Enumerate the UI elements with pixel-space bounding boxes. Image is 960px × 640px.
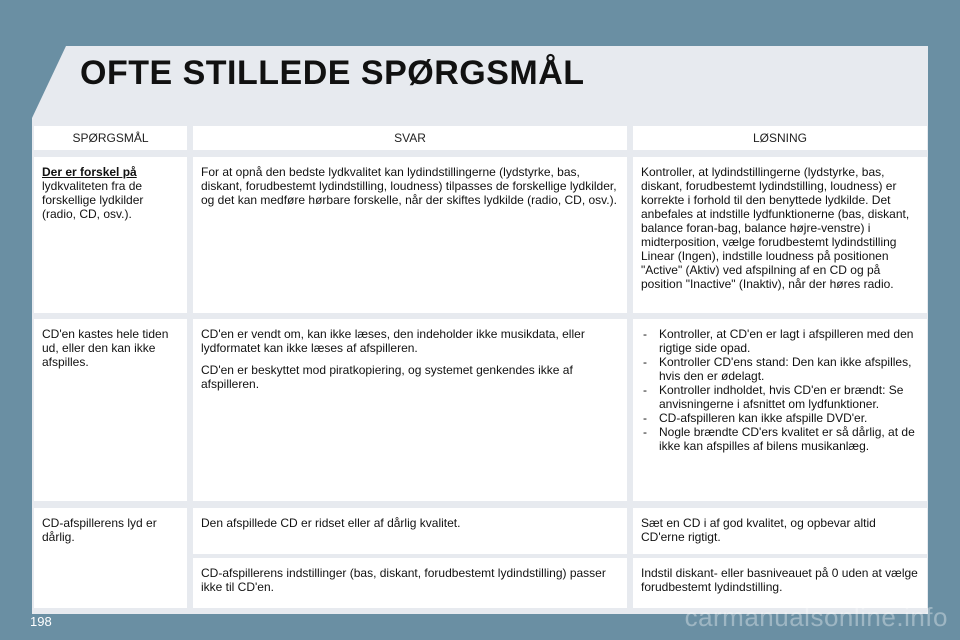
row2-solution-list xyxy=(641,327,919,453)
watermark: carmanualsonline.info xyxy=(684,602,948,632)
list-item: - Kontroller CD'ens stand: Den kan ikke afspilles, hvis den er ødelagt. xyxy=(643,355,912,383)
row3-answer-a: Den afspillede CD er ridset eller af dårlig kvalitet. xyxy=(193,508,627,554)
header-answer: SVAR xyxy=(193,126,627,150)
row1-solution: Kontroller, at lydindstillingerne (lydstyrke, bas, diskant, forudbestemt lydindstilling, loudness) er korrekte i forhold til den benyttede lydkilde. Det anbefales at indstille lydfunktionerne (bas, diskant, balance foran-bag, balance højre-venstre) i midterposition, vælge forudbestemt lydindstilling Linear (Ingen), indstille loudness på positionen "Active" (Aktiv) ved afspilning af en CD og på position "Inactive" (Inaktiv), når der høres radio. xyxy=(633,157,927,313)
row1-question xyxy=(34,157,187,313)
row2-question: CD'en kastes hele tiden ud, eller den kan ikke afspilles. xyxy=(34,319,187,501)
row1-answer: For at opnå den bedste lydkvalitet kan lydindstillingerne (lydstyrke, bas, diskant, forudbestemt lydindstilling, loudness) tilpasses de forskellige lydkilder, og det kan medføre hørbare forskelle, når der skiftes lydkilde (radio, CD, osv.). xyxy=(193,157,627,313)
list-item: - Kontroller indholdet, hvis CD'en er brændt: Se anvisningerne i afsnittet om lydfunktioner. xyxy=(643,383,904,411)
row3-answer-b: CD-afspillerens indstillinger (bas, diskant, forudbestemt lydindstilling) passer ikke til CD'en. xyxy=(193,558,627,608)
header-question: SPØRGSMÅL xyxy=(34,126,187,150)
row3-question: CD-afspillerens lyd er dårlig. xyxy=(34,508,187,608)
row2-answer xyxy=(193,319,627,501)
list-item: - Kontroller, at CD'en er lagt i afspilleren med den rigtige side opad. xyxy=(643,327,914,355)
page-title: OFTE STILLEDE SPØRGSMÅL xyxy=(80,54,585,92)
list-item: - CD-afspilleren kan ikke afspille DVD'er. xyxy=(643,411,868,425)
row2-answer-2: CD'en er beskyttet mod piratkopiering, og systemet genkendes ikke af afspilleren. xyxy=(201,363,573,391)
row2-answer-1: CD'en er vendt om, kan ikke læses, den indeholder ikke musikdata, eller lydformatet kan ikke læses af afspilleren. xyxy=(201,327,585,355)
row1-question-text: lydkvaliteten fra de forskellige lydkilder (radio, CD, osv.). xyxy=(42,179,144,221)
row3-solution-a: Sæt en CD i af god kvalitet, og opbevar altid CD'erne rigtigt. xyxy=(633,508,927,554)
page-number: 198 xyxy=(30,614,52,629)
row2-solution xyxy=(633,319,927,501)
row1-question-bold: Der er forskel på xyxy=(42,165,137,179)
list-item: - Nogle brændte CD'ers kvalitet er så dårlig, at de ikke kan afspilles af bilens musikanlæg. xyxy=(643,425,915,453)
header-solution: LØSNING xyxy=(633,126,927,150)
corner-fold xyxy=(32,46,66,118)
row3-solution-b: Indstil diskant- eller basniveauet på 0 uden at vælge forudbestemt lydindstilling. xyxy=(633,558,927,608)
